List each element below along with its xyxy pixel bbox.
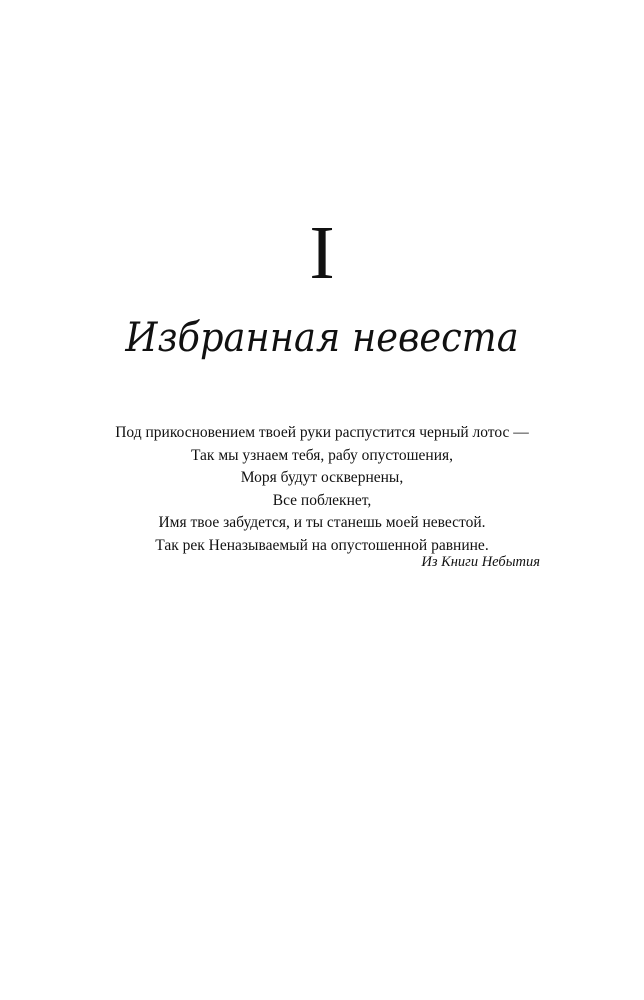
chapter-title: Избранная невеста: [125, 315, 519, 361]
epigraph-line: Так мы узнаем тебя, рабу опустошения,: [190, 446, 454, 464]
chapter-number: I: [309, 211, 335, 295]
epigraph-line: Моря будут осквернены,: [240, 469, 404, 486]
epigraph-line: Под прикосновением твоей руки распустится черный лотос —: [115, 424, 529, 441]
epigraph-line: Так рек Неназываемый на опустошенной равнине.: [155, 536, 489, 554]
epigraph-line: Имя твое забудется, и ты станешь моей невестой.: [158, 514, 486, 531]
epigraph: [60, 422, 584, 557]
epigraph-line: Все поблекнет,: [272, 491, 372, 509]
epigraph-source: Из Книги Небытия: [421, 554, 540, 570]
